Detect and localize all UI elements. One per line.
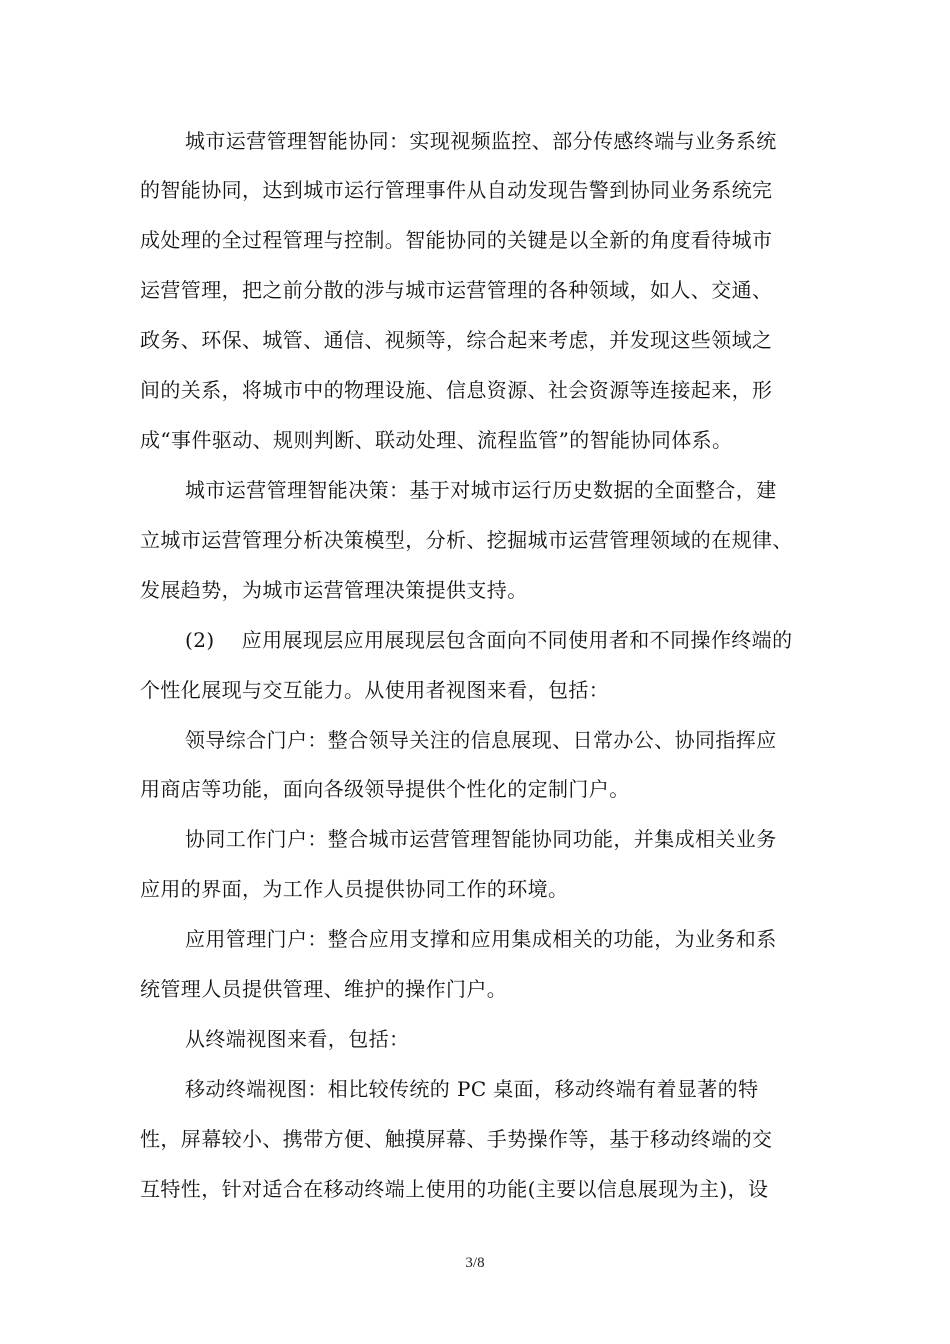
paragraph-line: 应用管理门户：整合应用支撑和应用集成相关的功能，为业务和系 bbox=[185, 927, 777, 951]
paragraph-line: 运营管理，把之前分散的涉与城市运营管理的各种领域，如人、交通、 bbox=[140, 278, 773, 302]
paragraph-line: 政务、环保、城管、通信、视频等，综合起来考虑，并发现这些领域之 bbox=[140, 328, 773, 352]
paragraph-line: 从终端视图来看，包括： bbox=[185, 1027, 410, 1051]
paragraph-line: 个性化展现与交互能力。从使用者视图来看，包括： bbox=[140, 678, 610, 702]
paragraph-line: 领导综合门户：整合领导关注的信息展现、日常办公、协同指挥应 bbox=[185, 728, 777, 752]
paragraph-line: 城市运营管理智能协同：实现视频监控、部分传感终端与业务系统 bbox=[185, 129, 777, 153]
paragraph-line: (2) 应用展现层应用展现层包含面向不同使用者和不同操作终端的 bbox=[185, 628, 793, 652]
paragraph-line: 发展趋势，为城市运营管理决策提供支持。 bbox=[140, 578, 528, 602]
paragraph-line: 成处理的全过程管理与控制。智能协同的关键是以全新的角度看待城市 bbox=[140, 228, 773, 252]
paragraph-line: 成“事件驱动、规则判断、联动处理、流程监管”的智能协同体系。 bbox=[140, 428, 733, 452]
page-number: 3/8 bbox=[465, 1255, 485, 1271]
paragraph-line: 间的关系，将城市中的物理设施、信息资源、社会资源等连接起来，形 bbox=[140, 378, 773, 402]
paragraph-line: 的智能协同，达到城市运行管理事件从自动发现告警到协同业务系统完 bbox=[140, 178, 773, 202]
paragraph-line: 统管理人员提供管理、维护的操作门户。 bbox=[140, 977, 508, 1001]
paragraph-line: 互特性，针对适合在移动终端上使用的功能(主要以信息展现为主)，设 bbox=[140, 1177, 769, 1201]
paragraph-line: 用商店等功能，面向各级领导提供个性化的定制门户。 bbox=[140, 777, 630, 801]
paragraph-line: 移动终端视图：相比较传统的 PC 桌面，移动终端有着显著的特 bbox=[185, 1077, 759, 1101]
paragraph-line: 性，屏幕较小、携带方便、触摸屏幕、手势操作等，基于移动终端的交 bbox=[140, 1127, 773, 1151]
paragraph-line: 协同工作门户：整合城市运营管理智能协同功能，并集成相关业务 bbox=[185, 827, 777, 851]
paragraph-line: 城市运营管理智能决策：基于对城市运行历史数据的全面整合，建 bbox=[185, 478, 777, 502]
paragraph-line: 应用的界面，为工作人员提供协同工作的环境。 bbox=[140, 877, 569, 901]
paragraph-line: 立城市运营管理分析决策模型，分析、挖掘城市运营管理领域的在规律、 bbox=[140, 528, 793, 552]
